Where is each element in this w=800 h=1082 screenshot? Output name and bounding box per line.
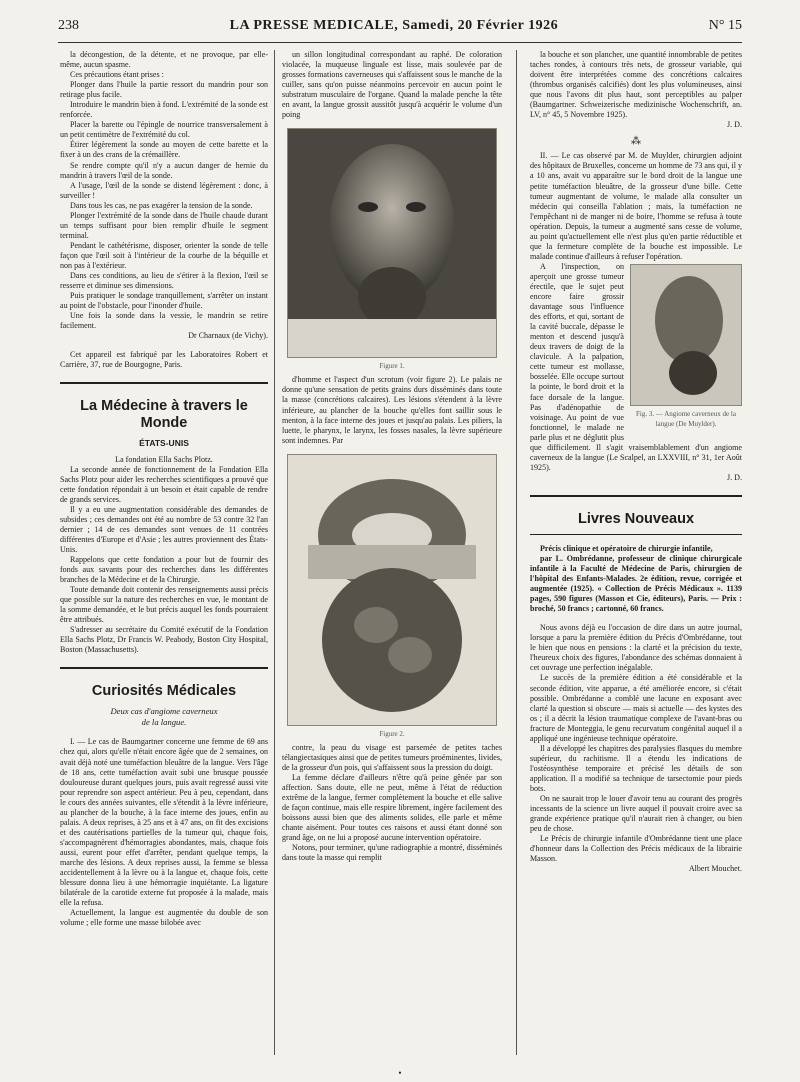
review-paragraph: Il a développé les chapitres des paralysies flasques du membre supérieur, du rachitisme. Il a étendu les indications de l'ostéosynthèse temporaire et précisé les détails de son application. Il a modifié sa technique de tarsectomie pour pieds bots. (530, 743, 742, 793)
column-3 (530, 50, 742, 1055)
column-divider-1 (274, 50, 275, 1055)
intro-paragraph: Placer la barette ou l'épingle de nourrice transversalement à un petit centimètre de l'extrémité du col. (60, 120, 268, 140)
header-rule (58, 42, 742, 43)
review-paragraph: Nous avons déjà eu l'occasion de dire dans un autre journal, lorsque a paru la première édition du Précis d'Ombrédanne, tout le bien que nous en pensions : la clarté et la précision du texte, l'heureux choix des figures, l'abondance des schémas donnaient à cet ouvrage une perfection inégalable. (530, 623, 742, 673)
intro-paragraph: Introduire le mandrin bien à fond. L'extrémité de la sonde est renforcée. (60, 100, 268, 120)
case1-continuation-2: d'homme et l'aspect d'un scrotum (voir figure 2). Le palais ne donne qu'une sensation de petits grains durs disséminés dans toute la masse (concrétions calcaires). Les lésions s'étendent à la lèvre inférieure, au plancher de la bouche qu'elles font saillir sous le menton, à la face interne des joues et jusqu'au palais. Les piliers, la luette, le pharynx, le larynx, les fosses nasales, la lèvre supérieure sont indemnes. Par (282, 375, 502, 445)
case1-conclusion-paragraph: contre, la peau du visage est parsemée de petites taches télangiectasiques ainsi que de petites tumeurs proéminentes, livides, de la grosseur d'un pois, qui s'affaissent sous la pression du doigt. (282, 742, 502, 772)
face-portrait-image (288, 129, 496, 357)
case2-inspection: A l'inspection, on aperçoit une grosse tumeur érectile, que le sujet peut encore faire grossir davantage sous l'influence des efforts, et qui, sortant de la cavité buccale, dépasse le menton et descend jusqu'à deux travers de doigt de la clavicule. A la palpation, cette tumeur est mollasse, bosselée. Elle occupe surtout la pointe, le bord droit et la face dorsale de la langue. Pas d'adénopathie de voisinage. Au point de vue fonctionnel, le malade ne parle plus et ne déglutit plus que difficilement. Il s'agit vraisemblablement d'un angiome caverneux de la langue (Le Scalpel, an LXXVIII, n° 31, 1er Août 1925). (530, 261, 742, 472)
case1-paragraph: I. — Le cas de Baumgartner concerne une femme de 69 ans chez qui, alors qu'elle n'était encore âgée que de 2 semaines, on avait déjà noté une tuméfaction bleuâtre de la langue. Vers l'âge de 18 ans, cette tuméfaction avait subi une brusque poussée douloureuse durant quelques jours, puis avait regressé aussi vite pour reprendre son aspect antérieur. Peu à peu, cependant, dans le cours des années suivantes, elle s'étendit à la lèvre inférieure, au plancher de la bouche, à la face interne des joues, enfin au palais. A deux reprises, à 25 ans et à 47 ans, on fit des excisions et des cautérisations partielles de la tumeur qui, chaque fois, s'accompagnèrent d'hémorragies abondantes, mais, chaque fois aussi, eurent pour effet d'arrêter, pendant quelque temps, la marche des lésions. A deux reprises aussi, la femme se blessa accidentellement à la lèvre ou à la langue et, chaque fois, cette blessure donna lieu à une hémorragie inquiétante. La ligature bilatérale de la carotide externe fut proposée à la malade, mais elle la refusa. (60, 737, 268, 908)
figure-3-caption: Fig. 3. — Angiome caverneux de la langue (De Muylder). (636, 409, 736, 428)
curiosites-subtitle-2: de la langue. (141, 717, 187, 728)
intro-text (60, 50, 268, 331)
intro-paragraph: Une fois la sonde dans la vessie, le mandrin se retire facilement. (60, 311, 268, 331)
column-2 (282, 50, 502, 1055)
section-rule (60, 382, 268, 384)
foundation-paragraph: La seconde année de fonctionnement de la Fondation Ella Sachs Plotz pour aider les recherches scientifiques a prouvé que cette fondation répondait à un besoin et était capable de rendre de grands services. (60, 464, 268, 504)
intro-paragraph: A l'usage, l'œil de la sonde se distend légèrement : donc, à surveiller ! (60, 180, 268, 200)
page-number: 238 (58, 18, 79, 33)
review-paragraph: On ne saurait trop le louer d'avoir tenu au courant des progrès incessants de la science un livre auquel il pouvait croire avec sa grande expérience pratique qu'il n'aurait rien à changer, ou bien peu de chose. (530, 794, 742, 834)
intro-signature: Dr Charnaux (de Vichy). (188, 331, 268, 341)
issue-number: N° 15 (708, 18, 742, 33)
section-title-medecine-monde: La Médecine à travers le Monde (80, 398, 248, 432)
figure-2-photo (287, 454, 497, 726)
angiome-case1-text (60, 737, 268, 928)
section-subtitle-etats-unis: ÉTATS-UNIS (139, 438, 189, 449)
case1-conclusion-text (282, 743, 502, 864)
intro-paragraph: Plonger dans l'huile la partie ressort du mandrin pour son retirage plus facile. (60, 80, 268, 100)
column-divider-2 (516, 50, 517, 1055)
foundation-paragraph: Rappelons que cette fondation a pour but de fournir des fonds aux savants pour des recherches dans les différentes branches de la Médecine et de la Chirurgie. (60, 554, 268, 585)
footer-mark: • (398, 1068, 402, 1078)
intro-paragraph: Ces précautions étant prises : (70, 70, 164, 80)
section-title-curiosites: Curiosités Médicales (91, 683, 237, 700)
section-stars-ornament: ⁂ (631, 136, 641, 148)
book-details: par L. Ombrédanne, professeur de clinique chirurgicale infantile à la Faculté de Médecine de Paris, chirurgien de l'hôpital des Enfants-Malades. 2e édition, revue, corrigée et augmentée (1925). « Collection de Précis Médicaux ». 1139 pages, 590 figures (Masson et Cie, éditeurs), Paris. — Prix : broché, 50 francs ; cartonné, 60 francs. (530, 553, 742, 614)
review-paragraph: Le succès de la première édition a été considérable et la seconde édition, vite apparue, a été améliorée encore, si c'était possible. Ombrédanne a comblé une lacune en exposant avec clarté la question si obscure — mais si actuelle — des kystes des os ; il a décrit la lésion traumatique complexe de l'avant-bras ou fracture de Monteggia, le genu recurvatum congénital auquel il a appliqué une ingénieuse technique opératoire. (530, 673, 742, 743)
foundation-text (60, 465, 268, 656)
book-title: Précis clinique et opératoire de chirurgie infantile, (540, 543, 713, 553)
intro-paragraph: Se rendre compte qu'il n'y a aucun danger de hernie du mandrin à travers l'œil de la sonde. (60, 160, 268, 180)
case1-continuation: un sillon longitudinal correspondant au raphé. De coloration violacée, la muqueuse linguale est lisse, mais soulevée par de grosses formations caverneuses qui s'affaissent sous le manche de la cuiller, sans qu'on puisse néanmoins percevoir en aucun point le substratum musculaire de l'organe. Quand la malade penche la tête en avant, la langue grossit aussitôt jusqu'à acquérir le volume d'un poing (282, 50, 502, 120)
review-paragraph: Le Précis de chirurgie infantile d'Ombrédanne tient une place d'honneur dans la Collection des Précis médicaux de la librairie Masson. (530, 834, 742, 864)
figure-3-photo (630, 264, 742, 406)
section-rule (60, 667, 268, 669)
page-header (58, 18, 742, 42)
man-profile-image (631, 265, 741, 405)
book-review-text (530, 623, 742, 864)
angiome-case2-text (530, 151, 742, 262)
intro-paragraph: Puis pratiquer le sondage tranquillement, s'arrêter un instant au point de l'obstacle, pour l'inonder d'huile. (60, 291, 268, 311)
tongue-photo-image (288, 455, 496, 725)
case1-paragraph: Actuellement, la langue est augmentée du double de son volume ; elle forme une masse bilobée avec (60, 908, 268, 928)
case2-signature: J. D. (727, 472, 742, 482)
intro-paragraph: la décongestion, de la détente, et ne provoque, par elle-même, aucun spasme. (60, 50, 268, 70)
intro-paragraph: Pendant le cathétérisme, disposer, orienter la sonde de telle façon que l'œil soit à l'intérieur de la courbe de la béquille et non pas à l'extérieur. (60, 240, 268, 270)
figure-3-block (630, 264, 742, 433)
case2-paragraph: II. — Le cas observé par M. de Muylder, chirurgien adjoint des hôpitaux de Bruxelles, concerne un homme de 73 ans qui, il y a 10 ans, avait vu apparaître sur le bord droit de la langue une petite tuméfaction bleuâtre, de la grosseur d'une bille. Cette tumeur augmentant de volume, le malade alla consulter un médecin qui conseilla l'ablation ; mais, la tuméfaction ne l'empêchant ni de manger ni de boire, l'homme se refusa à toute opération. Depuis, la tumeur a augmenté sans cesse de volume, au point qu'actuellement elle n'est plus qu'en partie réductible et que la fermeture complète de la bouche est impossible. Le malade continue d'ailleurs à refuser l'opération. (530, 151, 742, 261)
review-signature: Albert Mouchet. (688, 864, 742, 874)
figure-2-caption: Figure 2. (379, 729, 405, 738)
intro-paragraph: Dans tous les cas, ne pas exagérer la tension de la sonde. (70, 200, 253, 210)
section-title-livres: Livres Nouveaux (577, 510, 695, 527)
curiosites-subtitle-1: Deux cas d'angiome caverneux (110, 706, 218, 717)
case1-signature: J. D. (727, 120, 742, 130)
journal-title: LA PRESSE MEDICALE, Samedi, 20 Février 1926 (229, 18, 559, 33)
figure-1-photo (287, 128, 497, 358)
intro-paragraph: Plonger l'extrémité de la sonde dans de l'huile chaude durant un temps suffisant pour bien remplir d'huile le segment terminal. (60, 210, 268, 240)
case1-radiography: la bouche et son plancher, une quantité innombrable de petites taches rondes, à contours très nets, de grosseur variable, qui doivent être interprétées comme des concrétions calcaires (thrombus organisés calcifiés) dont les plus volumineuses, ainsi que nous l'avons dit plus haut, sont perceptibles au palper (Baumgartner. Schweizerische medizinische Wochenschrift, an. LV, n° 45, 5 Novembre 1925). (530, 50, 742, 120)
case1-conclusion-paragraph: La femme déclare d'ailleurs n'être qu'à peine gênée par son affection. Sans doute, elle ne peut, même à l'état de réduction extrême de la langue, fermer complètement la bouche et elle salive de façon continue, mais elle respire librement, ingère facilement des boissons aussi bien que des aliments solides, elle parle et même chante aisément. Pour toutes ces raisons et aussi étant donné son grand âge, on ne lui a proposé aucune intervention opératoire. (282, 772, 502, 843)
section-rule (530, 495, 742, 497)
figure-1-caption: Figure 1. (379, 362, 405, 371)
foundation-paragraph: Toute demande doit contenir des renseignements aussi précis que possible sur la nature des recherches en vue, le montant de la somme demandée, et le but précis auquel les fonds pourraient être attribués. (60, 585, 268, 625)
foundation-paragraph: Il y a eu une augmentation considérable des demandes de subsides ; ces demandes ont été au nombre de 53 contre 32 l'an dernier ; 14 de ces demandes sont venues de 11 contrées différentes d'Europe et d'Asie ; les autres proviennent des États-Unis. (60, 504, 268, 554)
manufacturer-note: Cet appareil est fabriqué par les Laboratoires Robert et Carrière, 37, rue de Bourgogne, Paris. (60, 350, 268, 370)
foundation-paragraph: S'adresser au secrétaire du Comité exécutif de la Fondation Ella Sachs Plotz, Dr Francis W. Peabody, Boston City Hospital, Boston (Massachusetts). (60, 625, 268, 655)
foundation-subhead: La fondation Ella Sachs Plotz. (115, 454, 213, 464)
intro-paragraph: Étirer légèrement la sonde au moyen de cette barette et la fixer à un des crans de la crémaillère. (60, 140, 268, 160)
case1-conclusion-paragraph: Notons, pour terminer, qu'une radiographie a montré, disséminés dans toute la masse qui remplit (282, 843, 502, 863)
intro-paragraph: Dans ces conditions, au lieu de s'étirer à la flexion, l'œil se resserre et diminue ses dimensions. (60, 271, 268, 291)
column-1 (60, 50, 268, 1055)
